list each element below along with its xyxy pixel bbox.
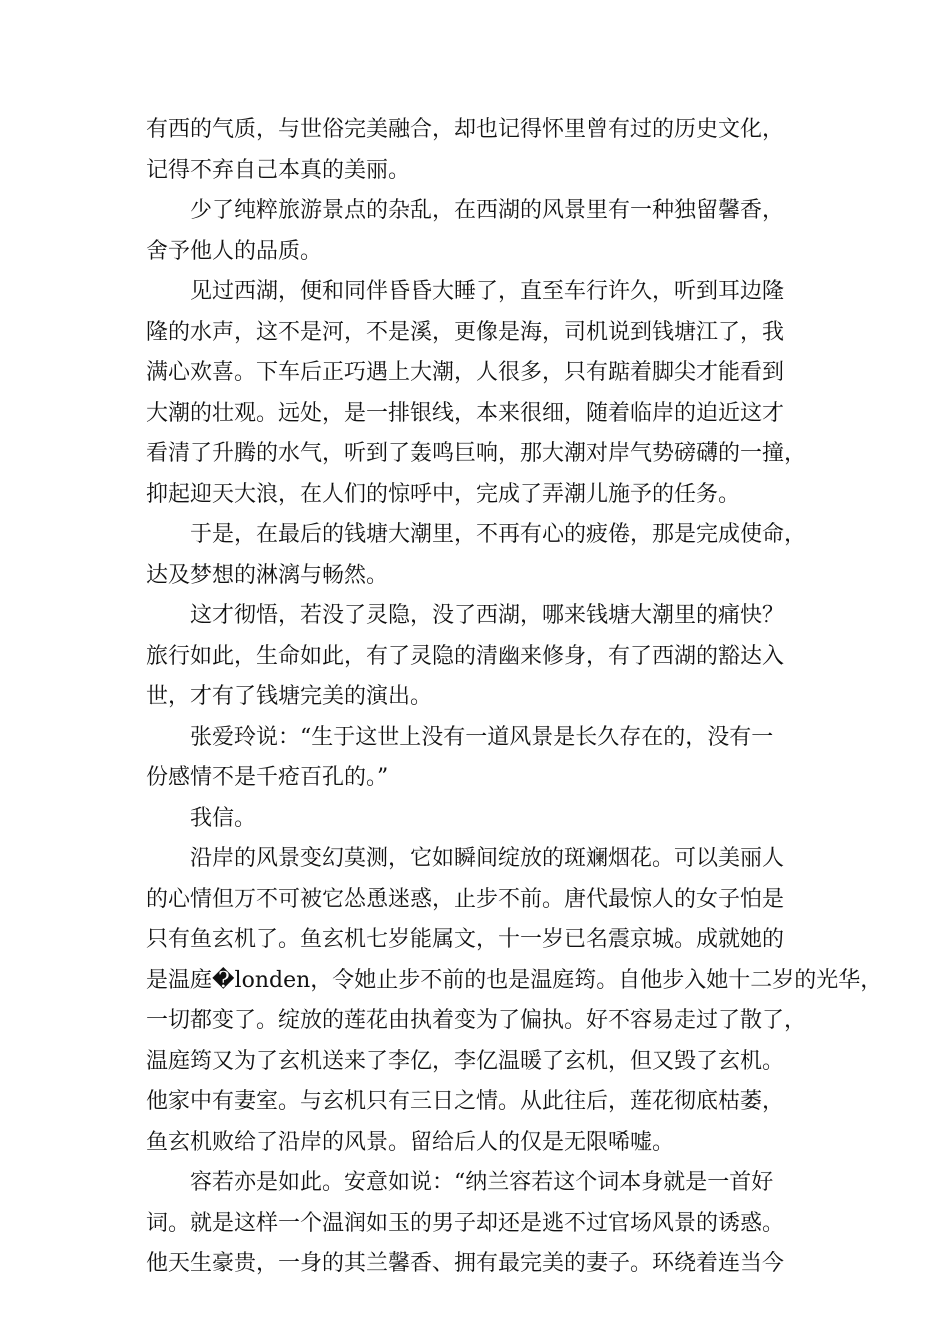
text-line: 达及梦想的淋漓与畅然。 — [146, 562, 389, 588]
text-line: 词。就是这样一个温润如玉的男子却还是逃不过官场风景的诱惑。 — [146, 1210, 785, 1236]
text-line: 于是，在最后的钱塘大潮里，不再有心的疲倦，那是完成使命， — [190, 522, 807, 547]
text-line: 少了纯粹旅游景点的杂乱，在西湖的风景里有一种独留馨香， — [190, 198, 785, 223]
text-line: 旅行如此，生命如此，有了灵隐的清幽来修身，有了西湖的豁达入 — [146, 643, 785, 669]
text-line: 这才彻悟，若没了灵隐，没了西湖，哪来钱塘大潮里的痛快？ — [190, 603, 785, 628]
text-line: 沿岸的风景变幻莫测，它如瞬间绽放的斑斓烟花。可以美丽人 — [190, 846, 785, 871]
text-line: 我信。 — [190, 805, 257, 831]
text-line: 世，才有了钱塘完美的演出。 — [146, 684, 433, 709]
text-line: 满心欢喜。下车后正巧遇上大潮，人很多，只有踮着脚尖才能看到 — [146, 360, 785, 385]
text-line: 份感情不是千疮百孔的。” — [146, 765, 389, 790]
text-line: 看清了升腾的水气，听到了轰鸣巨响，那大潮对岸气势磅礴的一撞， — [146, 441, 807, 466]
text-line: 见过西湖，便和同伴昏昏大睡了，直至车行许久，听到耳边隆 — [190, 279, 785, 304]
text-line: 容若亦是如此。安意如说：“纳兰容若这个词本身就是一首好 — [190, 1170, 774, 1195]
text-line: 舍予他人的品质。 — [146, 238, 323, 264]
body-text — [146, 110, 883, 1285]
text-line: 一切都变了。绽放的莲花由执着变为了偏执。好不容易走过了散了， — [146, 1008, 807, 1033]
text-line: 隆的水声，这不是河，不是溪，更像是海，司机说到钱塘江了，我 — [146, 319, 785, 345]
text-line: 的心情但万不可被它怂恿迷惑，止步不前。唐代最惊人的女子怕是 — [146, 886, 785, 912]
text-line: 他天生豪贵，一身的其兰馨香、拥有最完美的妻子。环绕着连当今 — [146, 1251, 785, 1276]
text-line: 温庭筠又为了玄机送来了李亿，李亿温暖了玄机，但又毁了玄机。 — [146, 1048, 785, 1074]
text-line: 是温庭�londen，令她止步不前的也是温庭筠。自他步入她十二岁的光华， — [146, 967, 883, 993]
text-line: 大潮的壮观。远处，是一排银线，本来很细，随着临岸的迫近这才 — [146, 400, 785, 426]
text-line: 记得不弃自己本真的美丽。 — [146, 157, 411, 183]
text-line: 只有鱼玄机了。鱼玄机七岁能属文，十一岁已名震京城。成就她的 — [146, 927, 785, 952]
text-line: 鱼玄机败给了沿岸的风景。留给后人的仅是无限唏嘘。 — [146, 1129, 675, 1155]
text-line: 有西的气质，与世俗完美融合，却也记得怀里曾有过的历史文化， — [146, 117, 785, 142]
text-line: 张爱玲说：“生于这世上没有一道风景是长久存在的，没有一 — [190, 724, 774, 750]
text-line: 抑起迎天大浪，在人们的惊呼中，完成了弄潮儿施予的任务。 — [146, 481, 741, 507]
text-line: 他家中有妻室。与玄机只有三日之情。从此往后，莲花彻底枯萎， — [146, 1089, 785, 1114]
